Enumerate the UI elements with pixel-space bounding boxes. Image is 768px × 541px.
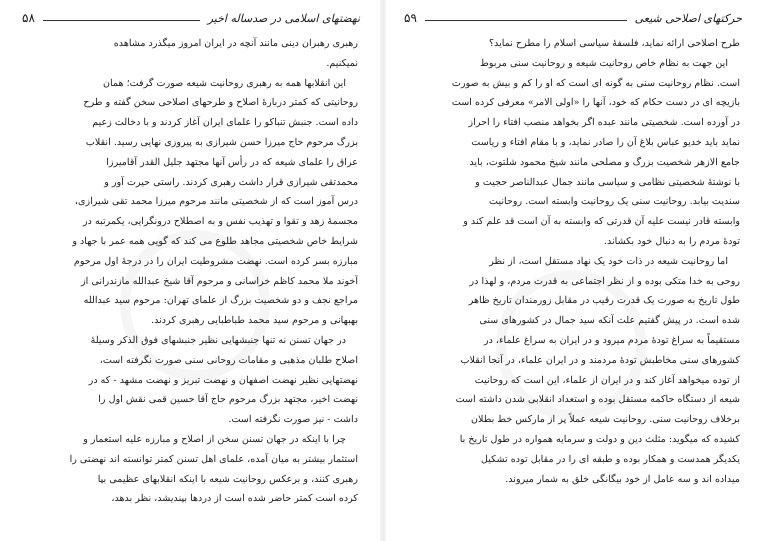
- text-line: چرا با اینکه در جهان تسنن سخن از اصلاح و مبارزه علیه استعمار و: [83, 433, 346, 445]
- text-line: این انقلابها همه به رهبری روحانیت شیعه صورت گرفت؛ همان: [102, 77, 346, 89]
- text-line: روحی به خدا متکی بوده و از نظر اجتماعی به قدرت مردم، و لهذا در: [469, 275, 740, 287]
- text-line: در جهان تسنن نه تنها جنبشهایی نظیر جنبشهای فوق الذکر وسیلهٔ: [90, 334, 346, 346]
- text-line: وابسته قادر نیست علیه آن قدرتی که وابسته به آن است قد علم کند و: [463, 216, 740, 228]
- text-line: بزرگ مرحوم حاج میرزا حسن شیرازی به پیروزی نهایی رسید. انقلاب: [85, 136, 358, 148]
- text-line: طول تاریخ به صورت یک قدرت رقیب در مقابل زورمندان تاریخ ظاهر: [468, 295, 740, 307]
- text-line: آخوند ملا محمد کاظم خراسانی و مرحوم آقا شیخ عبدالله مازندرانی از: [80, 275, 358, 287]
- text-line: مستقیماً به سراغ تودهٔ مردم میرود و در ایران به سراغ علماء، در: [483, 334, 740, 346]
- text-line: سندیت بیابد. روحانیت سنی یک روحانیت وابسته است. روحانیت: [489, 196, 740, 208]
- text-line: محمدتقی شیرازی قرار داشت رهبری کردند. راستی حیرت آور و: [104, 176, 358, 188]
- text-line: کشیده که میگوید: مثلث دین و دولت و سرمایه همواره در طول تاریخ با: [459, 433, 740, 445]
- body-text: [22, 34, 358, 509]
- text-line: داشت - نیز صورت نگرفته است.: [228, 414, 358, 426]
- text-line: استثمار بیشتر به میان آمده، علمای اهل تسنن کمتر توانسته اند نهضتی را: [69, 453, 358, 465]
- text-line: نمیکنیم.: [326, 57, 358, 69]
- text-line: شرایط خاص شخصیتی مجاهد طلوع می کند که گویی همه عمر با جهاد و: [72, 235, 358, 247]
- text-line: نهضت اخیر، مجتهد بزرگ مرحوم حاج آقا حسین قمی نقش اول را: [98, 394, 358, 406]
- page-number: ۵۹: [404, 11, 417, 25]
- header-rule: [425, 20, 627, 21]
- text-line: در آورده است. شخصیتی مانند عبده اگر بخواهد منصب افتاء را احراز: [468, 117, 740, 129]
- running-header: [404, 10, 742, 26]
- text-line: شده است. در پیش گفتیم علت آنکه سید جمال در کشورهای سنی: [479, 315, 740, 327]
- text-line: عراق را علمای شیعه که در رأس آنها مجتهد جلیل القدر آقامیرزا: [106, 156, 358, 168]
- page-number: ۵۸: [22, 11, 35, 25]
- text-line: نماید باید خدیو عباس بلاغ آن را صادر نماید، و با مقام افتاء و ریاست: [471, 136, 740, 148]
- text-line: رهبری کنند، و برعکس روحانیت شیعه با اینکه انقلابهای عظیمی بپا: [97, 473, 358, 485]
- running-title: نهضتهای اسلامی در صدساله اخیر: [207, 11, 360, 25]
- text-line: نهضتهایی نظیر نهضت اصفهان و نهضت تبریز و نهضت مشهد - که در: [88, 374, 358, 386]
- right-page: [386, 0, 766, 541]
- text-line: کشورهای سنی مخاطبش تودهٔ مردمند و در ایران علماء، در آنجا انقلاب: [460, 354, 740, 366]
- text-line: مبارزه بسر کرده است. نهضت مشروطیت ایران را در درجهٔ اول مرحوم: [73, 255, 358, 267]
- text-line: کرده است کمتر حاضر شده است از دردها بپندیشد، نظر بدهد،: [111, 493, 358, 505]
- text-line: جامع الازهر شخصیت بزرگ و مصلحی مانند شیخ محمود شلتوت، باید: [469, 156, 740, 168]
- text-line: تودهٔ مردم را به دنبال خود بکشاند.: [603, 235, 740, 247]
- text-line: با نوشتهٔ شخصیتی نظامی و سیاسی مانند جمال عبدالناصر حجیت و: [475, 176, 740, 188]
- text-line: از توده میخواهد آغاز کند و در ایران از علماء، این است که روحانیت: [474, 374, 740, 386]
- text-line: رهبری رهبران دینی مانند آنچه در ایران امروز میگذرد مشاهده: [113, 38, 358, 49]
- running-title: حرکتهای اصلاحی شیعی: [634, 11, 742, 25]
- text-line: اما روحانیت شیعه در ذات خود یک نهاد مستقل است، از نظر: [489, 255, 728, 267]
- text-line: اصلاح طلبان مذهبی و مقامات روحانی سنی صورت نگرفته است،: [99, 354, 358, 366]
- text-line: است. نظام روحانیت سنی به گونه ای است که او را کم و بیش به صورت: [451, 77, 740, 89]
- running-header: [22, 10, 360, 26]
- text-line: این جهت به نظام خاص روحانیت شیعه و روحانیت سنی مربوط: [480, 57, 728, 69]
- text-line: روحانیتی که کمتر دربارهٔ اصلاح و طرحهای اصلاحی سخن گفته و طرح: [83, 97, 358, 109]
- body-text: [406, 34, 740, 489]
- text-line: مراجع نجف و دو شخصیت بزرگ از علمای تهران: مرحوم سید عبدالله: [83, 295, 358, 307]
- text-line: درس آموز است که از شخصیتی مانند مرحوم میرزا محمد تقی شیرازی،: [74, 196, 358, 208]
- text-line: میداده اند و سه عامل از خود بیگانگی خلق به شمار میروند.: [505, 473, 740, 485]
- text-line: مجسمهٔ زهد و تقوا و تهذیب نفس و به اصطلاح درونگرایی، یکمرتبه در: [83, 216, 358, 228]
- text-line: بازیچه ای در دست حکام که خود، آنها را «اولی الامر» معرفی کرده است: [451, 97, 740, 109]
- text-line: طرح اصلاحی ارائه نماید، فلسفهٔ سیاسی اسلام را مطرح نماید؟: [488, 38, 740, 49]
- text-line: یکدیگر همدست و همکار بوده و طبقه ای را در مقابل توده تشکیل: [481, 453, 740, 465]
- text-line: شیعه از دستگاه حاکمه مستقل بوده و استعداد انقلابی شدن داشته است: [455, 394, 740, 406]
- header-rule: [43, 20, 200, 21]
- text-line: بهبهانی و مرحوم سید محمد طباطبایی رهبری کردند.: [151, 315, 358, 327]
- text-line: داده است. جنبش تنباکو را علمای ایران آغاز کردند و با دخالت زعیم: [92, 117, 358, 129]
- text-line: برخلاف روحانیت سنی. روحانیت شیعه عملاً پر از مارکس خط بطلان: [470, 414, 740, 426]
- left-page: [0, 0, 380, 541]
